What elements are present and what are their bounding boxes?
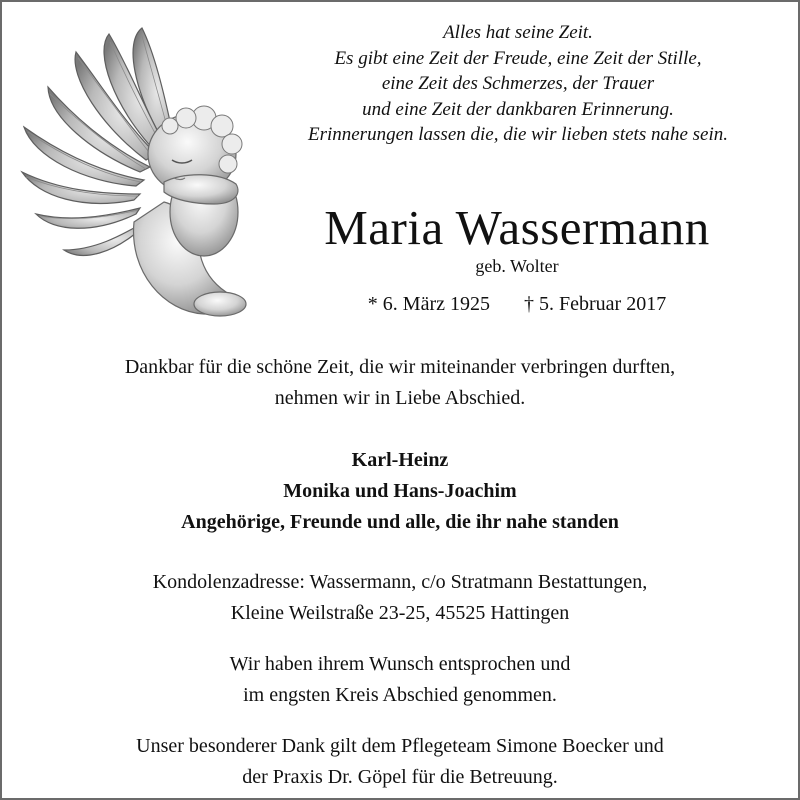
mourner-line: Karl-Heinz — [351, 449, 449, 471]
poem-line: Alles hat seine Zeit. — [443, 22, 593, 43]
wish-paragraph — [2, 649, 798, 711]
thanks-line: nehmen wir in Liebe Abschied. — [274, 387, 526, 409]
sleeping-cherub-angel-icon — [14, 22, 254, 322]
maiden-name: geb. Wolter — [475, 256, 559, 276]
mourner-line: Angehörige, Freunde und alle, die ihr nahe standen — [181, 511, 619, 533]
poem — [258, 20, 778, 148]
death-date: † 5. Februar 2017 — [524, 293, 667, 315]
birth-date: * 6. März 1925 — [367, 293, 490, 315]
gratitude-line: Unser besonderer Dank gilt dem Pflegeteam Simone Boecker und — [136, 735, 664, 757]
poem-line: eine Zeit des Schmerzes, der Trauer — [381, 73, 655, 94]
mourner-line: Monika und Hans-Joachim — [283, 480, 517, 502]
life-dates — [272, 292, 762, 316]
gratitude-line: der Praxis Dr. Göpel für die Betreuung. — [242, 766, 558, 788]
wish-line: Wir haben ihrem Wunsch entsprochen und — [229, 653, 571, 675]
poem-line: Es gibt eine Zeit der Freude, eine Zeit der Stille, — [334, 47, 702, 69]
poem-line: Erinnerungen lassen die, die wir lieben stets nahe sein. — [307, 124, 729, 145]
poem-line: und eine Zeit der dankbaren Erinnerung. — [362, 98, 674, 120]
gratitude-paragraph — [2, 731, 798, 793]
condolence-address — [2, 567, 798, 629]
thanks-paragraph — [2, 352, 798, 414]
wish-line: im engsten Kreis Abschied genommen. — [243, 684, 557, 706]
deceased-name: Maria Wassermann — [324, 200, 710, 255]
condolence-line: Kleine Weilstraße 23-25, 45525 Hattingen — [230, 602, 570, 624]
condolence-line: Kondolenzadresse: Wassermann, c/o Stratmann Bestattungen, — [152, 571, 648, 593]
mourners-list — [2, 445, 798, 538]
thanks-line: Dankbar für die schöne Zeit, die wir miteinander verbringen durften, — [124, 356, 676, 378]
